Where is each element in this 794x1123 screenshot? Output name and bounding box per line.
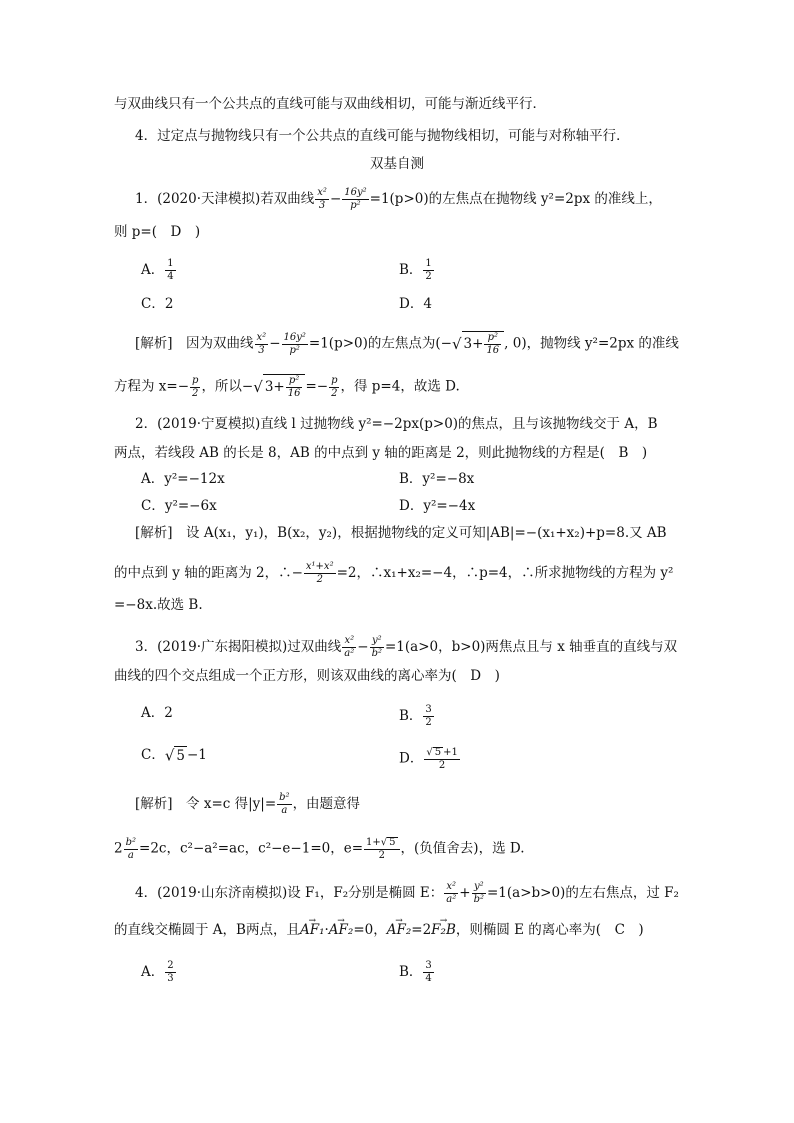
vector-f2b: → F₂B: [431, 921, 456, 939]
q1-option-a-frac: $\frac{1}{4}$: [167, 258, 174, 282]
vector-af1: → AF₁: [300, 921, 325, 939]
q3-option-c: C．√ 5 −1: [141, 746, 207, 765]
q1-stem: 1．(2020·天津模拟)若双曲线 $\frac{\text{x²}}{3}$ − $\frac{\text{16y²}}{\text{p²}}$ =1(p>0)的左焦点在抛物线 y²=2px 的准线上，: [135, 187, 662, 211]
q2-option-a: A．y²=−12x: [141, 471, 225, 487]
q3-option-a: A．2: [141, 705, 173, 721]
q2-option-d: D．y²=−4x: [399, 498, 476, 514]
q2-line-1: 2．(2019·宁夏模拟)直线 l 过抛物线 y²=−2px(p>0)的焦点，且与该抛物线交于 A，B: [135, 416, 658, 432]
q4-option-a: A． $\frac{2}{3}$: [141, 960, 174, 984]
section-title: 双基自测: [370, 156, 424, 172]
vector-af2-b: → AF₂: [387, 921, 412, 939]
q1-line-2: 则 p=( D ): [114, 224, 201, 240]
q3-solution-line-1: [解析] 令 x=c 得|y|= $\frac{\text{b²}}{a}$ ，由题意得: [135, 792, 361, 816]
q3-stem: 3．(2019·广东揭阳模拟)过双曲线 $\frac{\text{x²}}{\text{a²}}$ − $\frac{\text{y²}}{\text{b²}}$ =1(a>0，b>0)两焦点且与 x 轴垂直的直线与双: [135, 635, 678, 659]
q1-solution-line-2: 方程为 x=− $\frac{p}{2}$ ，所以−√ 3+ $\frac{\text{p²}}{16}$ =− $\frac{p}{2}$ ，得 p=4，故选 D.: [114, 374, 460, 399]
q1-option-a: A． $\frac{1}{4}$: [141, 258, 174, 282]
q1-solution-line-1: [解析] 因为双曲线 $\frac{\text{x²}}{3}$ − $\frac{\text{16y²}}{\text{p²}}$ =1(p>0)的左焦点为(−√ 3+ $\frac{\text{p²}}{16}$ , 0)，抛物线 y²=2px 的准线: [135, 331, 679, 356]
q1-option-b: B． $\frac{1}{2}$: [399, 258, 432, 282]
q1-option-c: C．2: [141, 296, 174, 312]
q3-option-d: D． $\frac{√ 5 +1}{2}$: [399, 747, 458, 771]
q2-solution-line-1: [解析] 设 A(x₁，y₁)，B(x₂，y₂)，根据抛物线的定义可知|AB|=−(x₁+x₂)+p=8.又 AB: [135, 525, 667, 541]
q1-option-b-frac: $\frac{1}{2}$: [425, 258, 432, 282]
intro-line-1: 与双曲线只有一个公共点的直线可能与双曲线相切，可能与渐近线平行．: [114, 96, 546, 112]
q2-line-2: 两点，若线段 AB 的长是 8，AB 的中点到 y 轴的距离是 2，则此抛物线的方程是( B ): [114, 445, 648, 461]
intro-line-2: 4．过定点与抛物线只有一个公共点的直线可能与抛物线相切，可能与对称轴平行．: [135, 128, 630, 144]
q1-frac-16y2-p2: $\frac{\text{16y²}}{\text{p²}}$: [344, 187, 367, 211]
vector-af2: → AF₂: [329, 921, 354, 939]
q4-option-b: B． $\frac{3}{4}$: [399, 960, 432, 984]
q1-prefix: 1．(2020·天津模拟)若双曲线: [135, 191, 315, 207]
q2-option-c: C．y²=−6x: [141, 498, 217, 514]
q3-line-2: 曲线的四个交点组成一个正方形，则该双曲线的离心率为( D ): [114, 668, 500, 684]
q2-option-b: B．y²=−8x: [399, 471, 475, 487]
q2-solution-line-2: 的中点到 y 轴的距离为 2，∴− $\frac{\text{x¹+x²}}{2}$ =2，∴x₁+x₂=−4，∴p=4，∴所求抛物线的方程为 y²: [114, 561, 674, 585]
q4-stem: 4．(2019·山东济南模拟)设 F₁，F₂分别是椭圆 E： $\frac{\text{x²}}{\text{a²}}$ + $\frac{\text{y²}}{\text{b²}}$ =1(a>b>0)的左右焦点，过 F₂: [135, 881, 679, 905]
q3-option-b: B． $\frac{3}{2}$: [399, 704, 432, 728]
q2-solution-line-3: =−8x.故选 B.: [114, 597, 203, 613]
q3-solution-line-2: 2 $\frac{\text{b²}}{a}$ =2c，c²−a²=ac，c²−e−1=0，e= $\frac{1+√ 5}{2}$ ，(负值舍去)，选 D.: [114, 836, 525, 861]
q1-option-d: D．4: [399, 296, 432, 312]
q1-frac-x2-3: $\frac{\text{x²}}{3}$: [317, 187, 327, 211]
q4-line-2: 的直线交椭圆于 A，B两点，且→ AF₁·→ AF₂=0，→ AF₂=2→ F₂B，则椭圆 E 的离心率为( C ): [114, 921, 644, 939]
q1-suffix: =1(p>0)的左焦点在抛物线 y²=2px 的准线上，: [369, 191, 662, 207]
